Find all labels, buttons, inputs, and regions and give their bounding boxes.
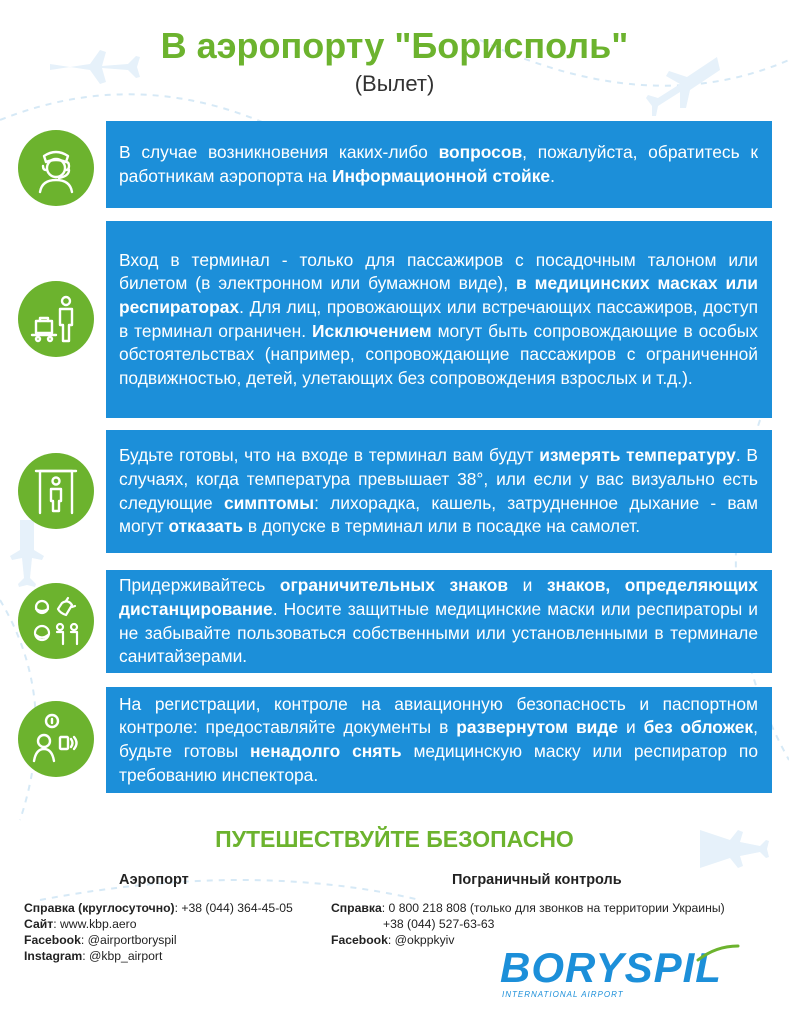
- page-subtitle: (Вылет): [354, 71, 435, 96]
- emphasis-text: знаков, определяющих дистанцирование: [119, 575, 758, 619]
- temperature-scanner-icon: [18, 453, 94, 529]
- airport-phone-line: Справка (круглосуточно): +38 (044) 364-45-05: [24, 901, 293, 915]
- logo-swoosh-icon: [696, 944, 740, 962]
- border-phone-line-2: +38 (044) 527-63-63: [383, 917, 495, 931]
- body-text: , пожалуйста, обратитесь к работникам аэропорта на: [119, 141, 758, 186]
- body-text: в допуске в терминал или в посадке на самолет.: [243, 516, 641, 537]
- body-text: В случае возникновения каких-либо: [119, 141, 439, 162]
- body-text: Вход в терминал - только для пассажиров с посадочным талоном или билетом (в электронном или бумажном виде),: [119, 249, 758, 294]
- body-text: . Для лиц, провожающих или встречающих пассажиров, доступ в терминал ограничен.: [119, 296, 758, 341]
- info-card-temperature: [106, 430, 772, 553]
- border-control-heading: Пограничный контроль: [452, 872, 622, 888]
- logo-tagline: INTERNATIONAL AIRPORT: [502, 990, 624, 999]
- airport-instagram-link[interactable]: : @kbp_airport: [82, 949, 163, 963]
- airport-website-link[interactable]: : www.kbp.aero: [53, 917, 137, 931]
- border-facebook-link[interactable]: : @okppkyiv: [387, 933, 455, 947]
- body-text: . В случаях, когда температура превышает 38°, или если у вас визуально есть следующие: [119, 445, 758, 513]
- info-card-text: [119, 574, 758, 668]
- info-card-text: [119, 444, 758, 538]
- emphasis-text: без обложек: [643, 717, 754, 738]
- emphasis-text: Исключением: [312, 320, 432, 341]
- information-desk-agent-icon: [18, 130, 94, 206]
- info-card-text: [119, 693, 758, 787]
- passenger-luggage-icon: [18, 281, 94, 357]
- info-card-text: [119, 249, 758, 391]
- emphasis-text: ненадолго снять: [250, 741, 402, 761]
- border-facebook-line: Facebook: @okppkyiv: [331, 933, 455, 947]
- body-text: Придерживайтесь: [119, 575, 280, 596]
- travel-safely-slogan: ПУТЕШЕСТВУЙТЕ БЕЗОПАСНО: [215, 826, 574, 852]
- airport-facebook-line: Facebook: @airportboryspil: [24, 933, 177, 947]
- emphasis-text: симптомы: [223, 492, 315, 513]
- info-card-distancing: [106, 570, 772, 673]
- emphasis-text: измерять температуру: [539, 445, 736, 466]
- boryspil-logo: [500, 944, 740, 1008]
- airport-contacts-heading: Аэропорт: [119, 872, 189, 888]
- body-text: .: [550, 165, 555, 186]
- emphasis-text: ограничительных знаков: [279, 575, 509, 596]
- emphasis-text: в медицинских масках или респираторах: [119, 273, 758, 317]
- airport-facebook-link[interactable]: : @airportboryspil: [80, 933, 177, 947]
- emphasis-text: отказать: [168, 516, 244, 537]
- body-text: и: [618, 717, 644, 738]
- body-text: медицинскую маску или респиратор по требованию инспектора.: [119, 741, 758, 785]
- border-phone-line: Справка: 0 800 218 808 (только для звонков на территории Украины): [331, 901, 725, 915]
- body-text: могут быть сопровождающие в особых обстоятельствах (например, сопровождающие пассажиров с ограниченной подвижностью, детей, улетающих без сопровождения взрослых и т.д.).: [119, 320, 759, 388]
- page-title: В аэропорту "Борисполь": [160, 25, 629, 66]
- info-card-documents: [106, 687, 772, 793]
- body-text: : лихорадка, кашель, затрудненное дыхание - вам могут: [119, 492, 759, 537]
- document-check-icon: [18, 701, 94, 777]
- distancing-signs-icon: [18, 583, 94, 659]
- logo-wordmark: BORYSPIL: [500, 944, 722, 991]
- info-card-terminal-entry: [106, 221, 772, 418]
- body-text: , будьте готовы: [119, 717, 758, 761]
- body-text: Будьте готовы, что на входе в терминал вам будут: [119, 445, 540, 466]
- body-text: . Носите защитные медицинские маски или респираторы и не забывайте пользоваться собственными или установленными в терминале санитайзерами.: [119, 598, 758, 667]
- emphasis-text: Информационной стойке: [331, 165, 551, 186]
- airport-instagram-line: Instagram: @kbp_airport: [24, 949, 163, 963]
- info-card-text: [119, 141, 758, 188]
- body-text: и: [508, 575, 547, 596]
- emphasis-text: вопросов: [438, 141, 523, 162]
- airport-website-line: Сайт: www.kbp.aero: [24, 917, 137, 931]
- body-text: На регистрации, контроле на авиационную безопасность и паспортном контроле: предоставляйте документы в: [119, 693, 758, 738]
- info-card-questions: [106, 121, 772, 208]
- emphasis-text: развернутом виде: [456, 717, 619, 738]
